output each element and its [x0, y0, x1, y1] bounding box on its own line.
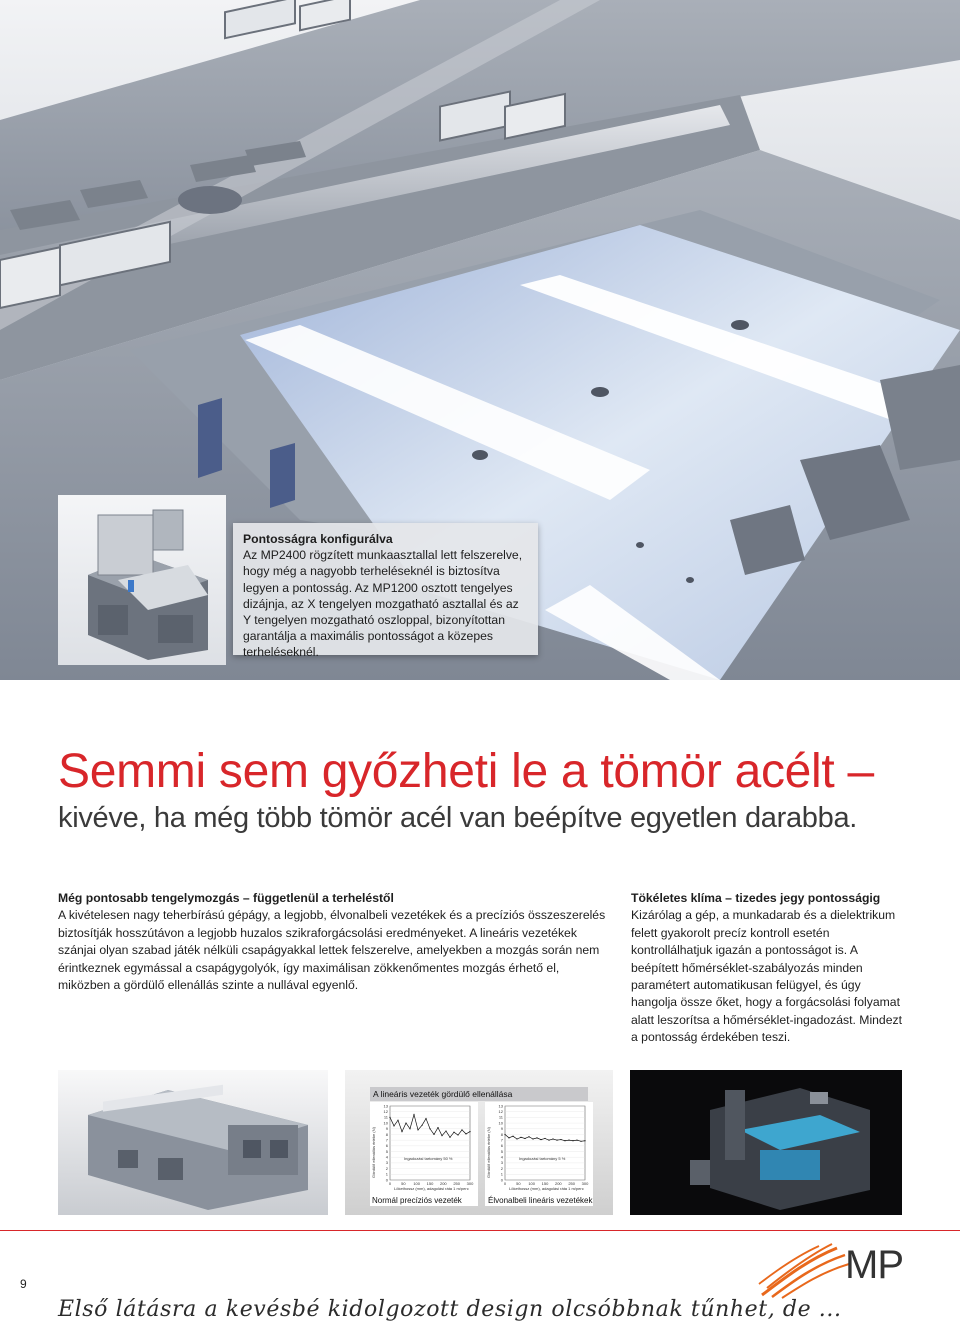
chart-0-xlabel: Lökethossz (mm), adagolási ráta 1 m/perc: [394, 1186, 469, 1191]
chart-0-point: [429, 1128, 430, 1129]
caption-box: [233, 523, 538, 660]
chart-0-frame: [390, 1106, 470, 1180]
chart-1-ytick-label: 0: [500, 1177, 503, 1183]
right-column-title: Tökéletes klíma – tizedes jegy pontosságig: [631, 891, 881, 905]
chart-normal-guide-caption: Normál precíziós vezeték: [372, 1196, 462, 1205]
chart-1-xtick-label: 250: [568, 1181, 576, 1186]
wire-edm-machine-illustration: [58, 495, 226, 665]
left-column-body: A kivételesen nagy teherbírású gépágy, a legjobb, élvonalbeli vezetékek és a precíziós összeszerelés biztosítják hosszútávon a legjobb huzalos szikraforgácsolási eredményeket. A lineáris vezetékek szánjai olyan szabad játék nélküli csapágyakkal lettek felszerelve, amelyekben a mozgás során nem érintkeznek egymással a csapágygolyók, így maximálisan zökkenőmentes mozgás érhető el, miközben a gördülő ellenállás szinte a nullával egyenlő.: [58, 908, 606, 993]
chart-1-annotation: Ingadozási tartomány 5 %: [519, 1156, 566, 1161]
chart-0-ytick-label: 11: [383, 1114, 388, 1120]
chart-1-point: [528, 1136, 529, 1137]
chart-1-point: [576, 1140, 577, 1141]
machine-frame-illustration: [58, 1070, 328, 1215]
inset-machine-photo: [58, 495, 226, 665]
right-column-body: Kizárólag a gép, a munkadarab és a dielektrikum felett gyakorolt precíz kontroll esetén kontrollálhatjuk igazán a pontosságot is. A beépített hőmérséklet-szabályozás minden paramétert automatikusan felügyel, és úgy hangolja össze őket, hogy a forgácsolási folyamat alatt leszorítsa a hőmérséklet-ingadozást. Mindezt a pontosság érdekében teszi.: [631, 908, 902, 1045]
chart-0-point: [445, 1130, 446, 1131]
chart-0-ytick-label: 5: [385, 1148, 388, 1154]
chart-0-ytick-label: 7: [385, 1137, 388, 1143]
thermal-system-illustration: [630, 1070, 902, 1215]
chart-1-xlabel: Lökethossz (mm), adagolási ráta 1 m/perc: [509, 1186, 584, 1191]
chart-0-ytick-label: 12: [383, 1108, 388, 1114]
chart-0-ytick-label: 4: [385, 1154, 388, 1160]
chart-0-xtick-label: 50: [401, 1181, 406, 1186]
chart-0-point: [469, 1131, 470, 1132]
chart-1-point: [520, 1137, 521, 1138]
chart-1-point: [548, 1140, 549, 1141]
chart-0-point: [461, 1129, 462, 1130]
chart-0-xtick-label: 100: [413, 1181, 421, 1186]
chart-0-ytick-label: 2: [385, 1165, 388, 1171]
brand-name: MP: [845, 1243, 903, 1287]
chart-1-ytick-label: 13: [498, 1103, 503, 1109]
chart-1-point: [524, 1138, 525, 1139]
chart-0-point: [453, 1132, 454, 1133]
chart-normal-guide: [370, 1102, 478, 1206]
chart-1-point: [560, 1139, 561, 1140]
footer-tagline: Első látásra a kevésbé kidolgozott design olcsóbbnak tűnhet, de ...: [58, 1297, 842, 1322]
chart-0-xtick-label: 250: [453, 1181, 461, 1186]
chart-0-ytick-label: 0: [385, 1177, 388, 1183]
chart-1-ytick-label: 3: [500, 1160, 503, 1166]
chart-1-point: [584, 1140, 585, 1141]
chart-1-ytick-label: 4: [500, 1154, 503, 1160]
chart-1-xtick-label: 50: [516, 1181, 521, 1186]
caption-title: Pontosságra konfigurálva: [243, 532, 393, 546]
chart-0-annotation: Ingadozási tartomány 50 %: [404, 1156, 453, 1161]
chart-1-xtick-label: 200: [554, 1181, 562, 1186]
chart-1-point: [504, 1134, 505, 1135]
right-column: [631, 890, 903, 1047]
footer-divider: [0, 1230, 960, 1231]
headline: Semmi sem győzheti le a tömör acélt –: [58, 745, 874, 798]
chart-0-point: [409, 1128, 410, 1129]
chart-1-point: [572, 1140, 573, 1141]
chart-1-ytick-label: 10: [498, 1120, 503, 1126]
chart-1-ytick-label: 8: [500, 1131, 503, 1137]
chart-0-xtick-label: 0: [388, 1181, 392, 1186]
chart-0-ytick-label: 13: [383, 1103, 388, 1109]
chart-1-ytick-label: 9: [500, 1126, 503, 1132]
chart-1-ytick-label: 6: [500, 1143, 503, 1149]
chart-premium-guide: [485, 1102, 593, 1206]
chart-1-ylabel: Gördülő ellenállás értéke (N): [486, 1127, 491, 1178]
chart-0-ytick-label: 6: [385, 1143, 388, 1149]
chart-0-point: [397, 1120, 398, 1121]
chart-title: A lineáris vezeték gördülő ellenállása: [370, 1087, 588, 1101]
chart-0-xtick-label: 200: [439, 1181, 447, 1186]
chart-0-ytick-label: 10: [383, 1120, 388, 1126]
chart-0-ylabel: Gördülő ellenállás értéke (N): [371, 1127, 376, 1178]
chart-0-xtick-label: 150: [426, 1181, 434, 1186]
chart-1-point: [536, 1137, 537, 1138]
chart-1-ytick-label: 7: [500, 1137, 503, 1143]
chart-0-point: [421, 1125, 422, 1126]
chart-0-point: [389, 1117, 390, 1118]
chart-1-point: [556, 1140, 557, 1141]
chart-1-xtick-label: 0: [503, 1181, 507, 1186]
chart-0-series-line: [390, 1115, 470, 1138]
chart-1-xtick-label: 150: [541, 1181, 549, 1186]
chart-0-point: [465, 1133, 466, 1134]
chart-0-point: [417, 1129, 418, 1130]
chart-1-ytick-label: 2: [500, 1165, 503, 1171]
chart-1-point: [552, 1138, 553, 1139]
caption-body: Az MP2400 rögzített munkaasztallal lett felszerelve, hogy még a nagyobb terheléseknél is biztosítva legyen a pontosság. Az MP1200 osztott tengelyes dizájnja, az X tengelyen mozgatható asztallal és az Y tengelyen mozgatható oszloppal, bizonyítottan garantálja a maximális pontosságot a közepes terheléseknél.: [243, 548, 523, 660]
chart-1-point: [516, 1138, 517, 1139]
chart-0-ytick-label: 1: [385, 1171, 388, 1177]
chart-1-point: [568, 1140, 569, 1141]
chart-0-ytick-label: 8: [385, 1131, 388, 1137]
machine-frame-photo: [58, 1070, 328, 1215]
page-number: 9: [20, 1277, 27, 1291]
brand-logo-icon: [757, 1240, 852, 1300]
chart-0-point: [393, 1125, 394, 1126]
chart-1-point: [564, 1140, 565, 1141]
chart-0-point: [401, 1131, 402, 1132]
chart-1-point: [508, 1137, 509, 1138]
chart-1-xtick-label: 300: [581, 1181, 589, 1186]
chart-1-point: [540, 1139, 541, 1140]
chart-0-xtick-label: 300: [466, 1181, 474, 1186]
chart-1-ytick-label: 11: [498, 1114, 503, 1120]
chart-0-point: [457, 1134, 458, 1135]
chart-1-point: [580, 1141, 581, 1142]
chart-1-ytick-label: 5: [500, 1148, 503, 1154]
chart-1-point: [532, 1138, 533, 1139]
chart-premium-guide-svg: [485, 1102, 593, 1206]
chart-1-frame: [505, 1106, 585, 1180]
chart-1-ytick-label: 1: [500, 1171, 503, 1177]
chart-1-point: [544, 1138, 545, 1139]
chart-0-ytick-label: 9: [385, 1126, 388, 1132]
chart-normal-guide-svg: [370, 1102, 478, 1206]
left-column-title: Még pontosabb tengelymozgás – függetlenül a terheléstől: [58, 891, 394, 905]
chart-premium-guide-caption: Élvonalbeli lineáris vezetékek: [488, 1196, 593, 1205]
left-column: [58, 890, 608, 994]
chart-0-point: [433, 1134, 434, 1135]
chart-1-ytick-label: 12: [498, 1108, 503, 1114]
chart-0-point: [405, 1122, 406, 1123]
subheadline: kivéve, ha még több tömör acél van beépítve egyetlen darabba.: [58, 802, 858, 834]
chart-0-point: [437, 1127, 438, 1128]
chart-0-point: [413, 1114, 414, 1115]
chart-1-xtick-label: 100: [528, 1181, 536, 1186]
chart-0-point: [425, 1118, 426, 1119]
chart-0-ytick-label: 3: [385, 1160, 388, 1166]
chart-0-point: [449, 1137, 450, 1138]
climate-control-photo: [630, 1070, 902, 1215]
chart-0-point: [441, 1135, 442, 1136]
chart-1-point: [512, 1136, 513, 1137]
